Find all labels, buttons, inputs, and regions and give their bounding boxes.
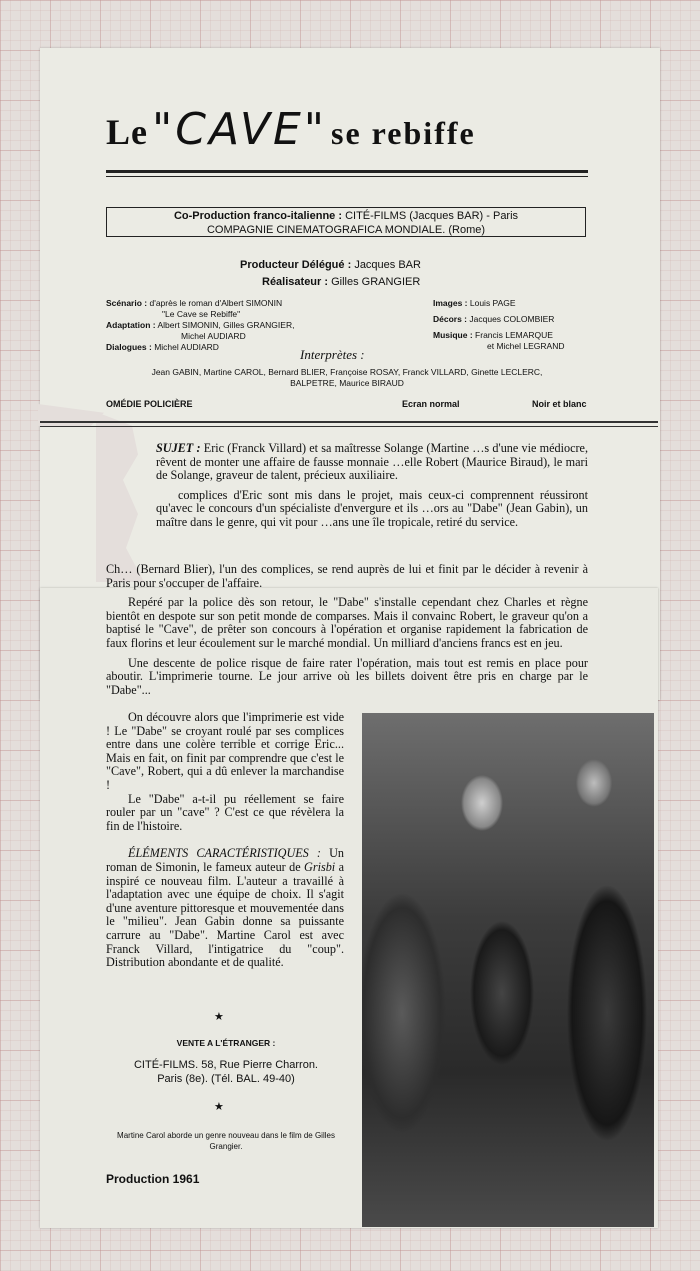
crew-right: Images : Louis PAGE Décors : Jacques COLOMBIER Musique : Francis LEMARQUE et Michel LEGRAND bbox=[433, 298, 565, 351]
vente-address: CITÉ-FILMS. 58, Rue Pierre Charron. Paris (8e). (Tél. BAL. 49-40) bbox=[133, 1059, 318, 1085]
vente-heading: VENTE A L'ÉTRANGER : bbox=[176, 1038, 276, 1048]
section-rule-thin bbox=[40, 426, 658, 427]
star-ornament: ★ bbox=[214, 1101, 224, 1113]
synopsis-column: On découvre alors que l'imprimerie est vide ! Le "Dabe" se croyant roulé par ses complices entre dans une colère terrible et corrige Eric... Mais en fait, on finit par comprendre que c'est le "Cave", Robert, qui a dû enlever la marchandise ! Le "Dabe" a-t-il pu réellement se faire rouler par un "cave" ? C'est ce que révèlera la fin de l'histoire. ÉLÉMENTS CARACTÉRISTIQUES : Un roman de Simonin, le fameux auteur de Grisbi a inspiré ce nouveau film. L'auteur a travaillé à l'adaptation avec une équipe de choix. Il s'agit d'une aventure pittoresque et mouvementée dans le "milieu". Jean Gabin donne sa puissante carrure au "Dabe". Martine Carol est avec Franck Villard, l'intigatrice du "coup". Distribution abondante et de qualité. bbox=[106, 710, 344, 970]
section-rule bbox=[40, 421, 658, 423]
star-ornament: ★ bbox=[214, 1011, 224, 1023]
synopsis-top: SUJET : Eric (Franck Villard) et sa maîtresse Solange (Martine …s d'une vie médiocre, rêvent de monter une affaire de fausse monnaie …elle Robert (Maurice Biraud), le mari de Solange, graveur de talent, précieux auxiliaire. complices d'Eric sont mis dans le projet, mais ceux-ci comprennent réussiront qu'avec le concours d'un spécialiste d'envergure et ils …ors au "Dabe" (Jean Gabin), un maître dans le genre, qui vit pour …ans une île tropicale, retiré du service. bbox=[156, 441, 589, 529]
color-label: Noir et blanc bbox=[532, 399, 587, 409]
crew-left: Scénario : d'après le roman d'Albert SIMONIN "Le Cave se Rebiffe" Adaptation : Albert SIMONIN, Gilles GRANGIER, Michel AUDIARD Dialogues : Michel AUDIARD bbox=[106, 298, 295, 352]
photo-caption: Martine Carol aborde un genre nouveau dans le film de Gilles Grangier. bbox=[117, 1131, 335, 1151]
cast-list: Jean GABIN, Martine CAROL, Bernard BLIER, Françoise ROSAY, Franck VILLARD, Ginette LECLERC, BALPETRE, Maurice BIRAUD bbox=[151, 367, 543, 388]
film-still-photo bbox=[362, 713, 654, 1227]
page-title: Le "CAVE" se rebiffe bbox=[106, 104, 476, 155]
title-rule-thin bbox=[106, 176, 588, 177]
production-year: Production 1961 bbox=[106, 1172, 200, 1186]
interpretes-heading: Interprètes : bbox=[300, 347, 365, 362]
synopsis-middle: Ch… (Bernard Blier), l'un des complices, se rend auprès de lui et finit par le décider à revenir à Paris pour s'occuper de l'affaire. Repéré par la police dès son retour, le "Dabe" s'installe cependant chez Charles et règne bientôt en despote sur son petit monde de comparses. Mais il convainc Robert, le graveur qu'on a baptisé le "Cave", de prêter son concours à l'opération et organise rapidement la fabrication de faux florins et leur écoulement sur le marché mondial. Un milliard d'anciens francs est en jeu. Une descente de police risque de faire rater l'opération, mais tout est remis en place pour aboutir. L'imprimerie tourne. Le jour arrive où les billets doivent être pris en charge par le "Dabe"... bbox=[106, 562, 588, 697]
title-rule bbox=[106, 170, 588, 173]
production-box: Co-Production franco-italienne : CITÉ-FILMS (Jacques BAR) - Paris COMPAGNIE CINEMATOGRAFICA MONDIALE. (Rome) bbox=[106, 207, 586, 237]
producer-credit: Producteur Délégué : Jacques BAR bbox=[240, 259, 421, 271]
genre-label: OMÉDIE POLICIÈRE bbox=[106, 399, 193, 409]
format-label: Ecran normal bbox=[402, 399, 460, 409]
director-credit: Réalisateur : Gilles GRANGIER bbox=[262, 276, 421, 288]
